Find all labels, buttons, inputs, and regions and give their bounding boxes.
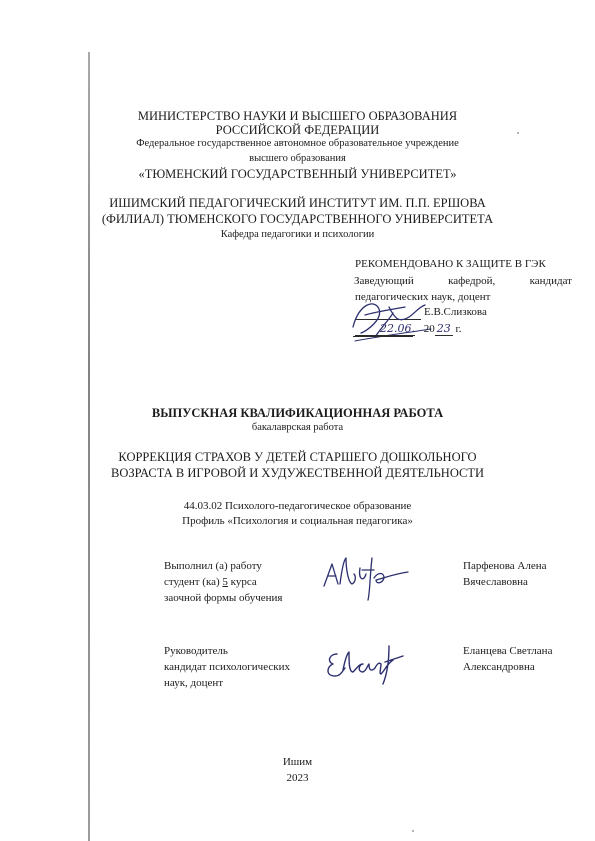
institution-line-1: Федеральное государственное автономное образовательное учреждение bbox=[136, 138, 459, 149]
work-type: ВЫПУСКНАЯ КВАЛИФИКАЦИОННАЯ РАБОТА bbox=[151, 406, 444, 420]
course-number: 5 bbox=[222, 576, 228, 588]
city: Ишим bbox=[282, 756, 313, 768]
footer-year: 2023 bbox=[286, 772, 309, 784]
year-prefix: 20 bbox=[423, 323, 435, 335]
work-title-line-1: КОРРЕКЦИЯ СТРАХОВ У ДЕТЕЙ СТАРШЕГО ДОШКОЛЬНОГО bbox=[118, 450, 477, 464]
student-name-line-1: Парфенова Алена bbox=[463, 560, 547, 572]
supervisor-role-line-3: наук, доцент bbox=[164, 677, 224, 689]
program-line-2: Профиль «Психология и социальная педагогика» bbox=[182, 515, 413, 527]
student-role-line-3: заочной формы обучения bbox=[164, 592, 283, 604]
student-role-line-2 bbox=[164, 576, 257, 588]
approval-date-line bbox=[355, 322, 462, 336]
approval-degree: педагогических наук, доцент bbox=[355, 291, 491, 303]
head-name: Е.В.Слизкова bbox=[424, 306, 487, 318]
supervisor-role-line-1: Руководитель bbox=[164, 645, 228, 657]
branch-line-2: (ФИЛИАЛ) ТЮМЕНСКОГО ГОСУДАРСТВЕННОГО УНИВЕРСИТЕТА bbox=[101, 212, 494, 226]
approval-word-head: Заведующий bbox=[354, 275, 414, 287]
student-signature bbox=[318, 548, 418, 606]
year-suffix: г. bbox=[455, 323, 462, 335]
student-role-prefix: студент (ка) bbox=[164, 576, 223, 588]
ministry-line-2: РОССИЙСКОЙ ФЕДЕРАЦИИ bbox=[215, 123, 380, 137]
work-subtype: бакалаврская работа bbox=[251, 422, 344, 433]
approval-word-department: кафедрой, bbox=[448, 275, 496, 287]
supervisor-role-line-2: кандидат психологических bbox=[164, 661, 290, 673]
date-underline bbox=[353, 336, 413, 337]
university-name: «ТЮМЕНСКИЙ ГОСУДАРСТВЕННЫЙ УНИВЕРСИТЕТ» bbox=[138, 167, 457, 181]
work-title-line-2: ВОЗРАСТА В ИГРОВОЙ И ХУДУЖЕСТВЕННОЙ ДЕЯТЕЛЬНОСТИ bbox=[110, 466, 485, 480]
branch-line-1: ИШИМСКИЙ ПЕДАГОГИЧЕСКИЙ ИНСТИТУТ ИМ. П.П. ЕРШОВА bbox=[109, 196, 486, 210]
supervisor-name-line-2: Александровна bbox=[463, 661, 535, 673]
program-line-1: 44.03.02 Психолого-педагогическое образование bbox=[183, 500, 412, 512]
supervisor-signature bbox=[323, 640, 413, 686]
supervisor-name-line-1: Еланцева Светлана bbox=[463, 645, 553, 657]
department: Кафедра педагогики и психологии bbox=[220, 229, 375, 240]
student-role-line-1: Выполнил (а) работу bbox=[164, 560, 262, 572]
student-name-line-2: Вячеславовна bbox=[463, 576, 528, 588]
scan-speck bbox=[412, 830, 414, 832]
institution-line-2: высшего образования bbox=[249, 153, 346, 164]
head-signature bbox=[345, 293, 435, 345]
year-handwritten: 23 bbox=[436, 322, 451, 335]
student-role-suffix: курса bbox=[227, 576, 257, 588]
ministry-line-1: МИНИСТЕРСТВО НАУКИ И ВЫСШЕГО ОБРАЗОВАНИЯ bbox=[137, 109, 458, 123]
approval-date-handwritten: 22.06. bbox=[355, 322, 415, 336]
approval-head-line bbox=[354, 275, 572, 287]
approval-title: РЕКОМЕНДОВАНО К ЗАЩИТЕ В ГЭК bbox=[355, 258, 546, 270]
approval-word-candidate: кандидат bbox=[529, 275, 572, 287]
